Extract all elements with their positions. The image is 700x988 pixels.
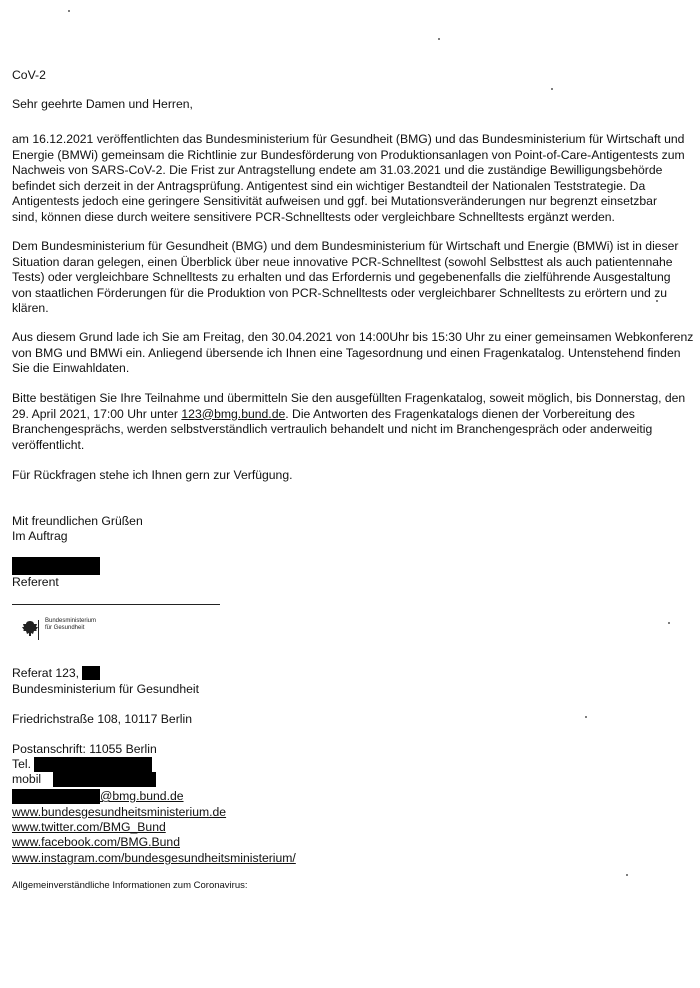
paragraph-line: Bitte bestätigen Sie Ihre Teilnahme und übermitteln Sie den ausgefüllten Fragenkatalog, soweit möglich, bis Donnerstag, den	[12, 391, 686, 405]
paragraph-line: Antigentests jedoch eine geringere Sensitivität aufweisen und ggf. bei Mutationsveränderungen nur begrenzt einsetzbar	[12, 194, 657, 208]
paragraph-line: klären.	[12, 301, 49, 315]
email-domain-link[interactable]: @bmg.bund.de	[100, 789, 184, 803]
paragraph-line: sind, können diese durch weitere sensitivere PCR-Schnelltests oder vergleichbare Schnelltests ergänzt werden.	[12, 209, 615, 224]
paragraph-line: Energie (BMWi) gemeinsam die Richtlinie zur Bundesförderung von Produktionsanlagen von Point-of-Care-Antigentests zum	[12, 147, 685, 162]
logo-line: Bundesministerium	[45, 618, 97, 624]
paragraph-line: von BMG und BMWi ein. Anliegend übersende ich Ihnen eine Tagesordnung und einen Fragenkatalog. Untenstehend finden	[12, 345, 681, 360]
paragraph-4	[12, 391, 684, 453]
signer-role: Referent	[12, 575, 59, 589]
footer-note: Allgemeinverständliche Informationen zum Coronavirus:	[12, 880, 248, 891]
letter-subject: CoV-2	[12, 68, 46, 82]
paragraph-line: Situation daran gelegen, einen Überblick über neue innovative PCR-Schnelltest (sowohl Selbsttest als auch patientennahe	[12, 254, 673, 269]
scan-speck	[438, 38, 440, 40]
closing-greeting: Mit freundlichen Grüßen	[12, 514, 143, 528]
scan-speck	[68, 10, 70, 12]
paragraph-1	[12, 132, 684, 225]
paragraph-line: von staatlichen Förderungen für die Produktion von PCR-Schnelltests oder vergleichbarer Schnelltests zu erörtern und zu	[12, 285, 668, 300]
phone-line	[12, 757, 152, 773]
paragraph-line: veröffentlicht.	[12, 437, 85, 452]
redaction-bar	[82, 666, 100, 680]
redaction-bar	[53, 772, 156, 787]
paragraph-3	[12, 330, 694, 377]
closing-on-behalf: Im Auftrag	[12, 529, 68, 543]
street-address: Friedrichstraße 108, 10117 Berlin	[12, 712, 192, 726]
email-line	[12, 789, 184, 805]
paragraph-line: am 16.12.2021 veröffentlichten das Bundesministerium für Gesundheit (BMG) und das Bundesministerium für Wirtschaft und	[12, 132, 685, 146]
link-instagram[interactable]: www.instagram.com/bundesgesundheitsministerium/	[12, 851, 296, 865]
scan-speck	[668, 622, 670, 624]
salutation: Sehr geehrte Damen und Herren,	[12, 97, 193, 111]
paragraph-5: Für Rückfragen stehe ich Ihnen gern zur Verfügung.	[12, 468, 293, 482]
email-link[interactable]: 123@bmg.bund.de	[181, 406, 286, 421]
text-fragment: . Die Antworten des Fragenkatalogs dienen der Vorbereitung des	[285, 406, 635, 421]
scan-speck	[626, 874, 628, 876]
paragraph-line: Branchengesprächs, werden selbstverständlich vertraulich behandelt und nicht im Branchengespräch oder anderweitig	[12, 422, 653, 436]
paragraph-2	[12, 239, 684, 317]
paragraph-line: Sie die Einwahldaten.	[12, 361, 130, 375]
redaction-bar	[12, 789, 100, 804]
referat-text: Referat 123,	[12, 666, 80, 680]
ministry-logo-text	[45, 618, 96, 632]
scan-speck	[551, 88, 553, 90]
ministry-name: Bundesministerium für Gesundheit	[12, 682, 199, 696]
paragraph-line: Tests) oder vergleichbare Schnelltests zu erhalten und das Erfordernis und gegebenenfalls die zielführende Ausgestaltung	[12, 270, 671, 284]
text-fragment: 29. April 2021, 17:00 Uhr unter	[12, 406, 182, 421]
logo-line: für Gesundheit	[45, 625, 85, 631]
paragraph-line: befindet sich derzeit in der Antragsprüfung. Antigentest sind ein wichtiger Bestandteil der Nationalen Teststrategie. Da	[12, 178, 646, 193]
signature-divider	[12, 604, 220, 605]
paragraph-line: Dem Bundesministerium für Gesundheit (BMG) und dem Bundesministerium für Wirtschaft und Energie (BMWi) ist in dieser	[12, 239, 679, 253]
postal-address: Postanschrift: 11055 Berlin	[12, 742, 157, 756]
mobile-line	[12, 772, 156, 788]
link-facebook[interactable]: www.facebook.com/BMG.Bund	[12, 835, 180, 849]
scan-speck	[585, 716, 587, 718]
paragraph-line	[12, 407, 684, 423]
redaction-bar	[12, 557, 100, 575]
redaction-bar	[34, 757, 152, 772]
link-website[interactable]: www.bundesgesundheitsministerium.de	[12, 805, 227, 819]
referat-line	[12, 666, 100, 682]
link-twitter[interactable]: www.twitter.com/BMG_Bund	[12, 820, 166, 834]
phone-label: Tel.	[12, 757, 31, 771]
federal-eagle-icon	[20, 618, 40, 642]
paragraph-line: Aus diesem Grund lade ich Sie am Freitag, den 30.04.2021 von 14:00Uhr bis 15:30 Uhr zu einer gemeinsamen Webkonferenz	[12, 330, 694, 344]
paragraph-line: Nachweis von SARS-CoV-2. Die Frist zur Antragstellung endete am 31.03.2021 und die zuständige Bewilligungsbehörde	[12, 163, 663, 177]
mobile-label: mobil	[12, 772, 42, 786]
